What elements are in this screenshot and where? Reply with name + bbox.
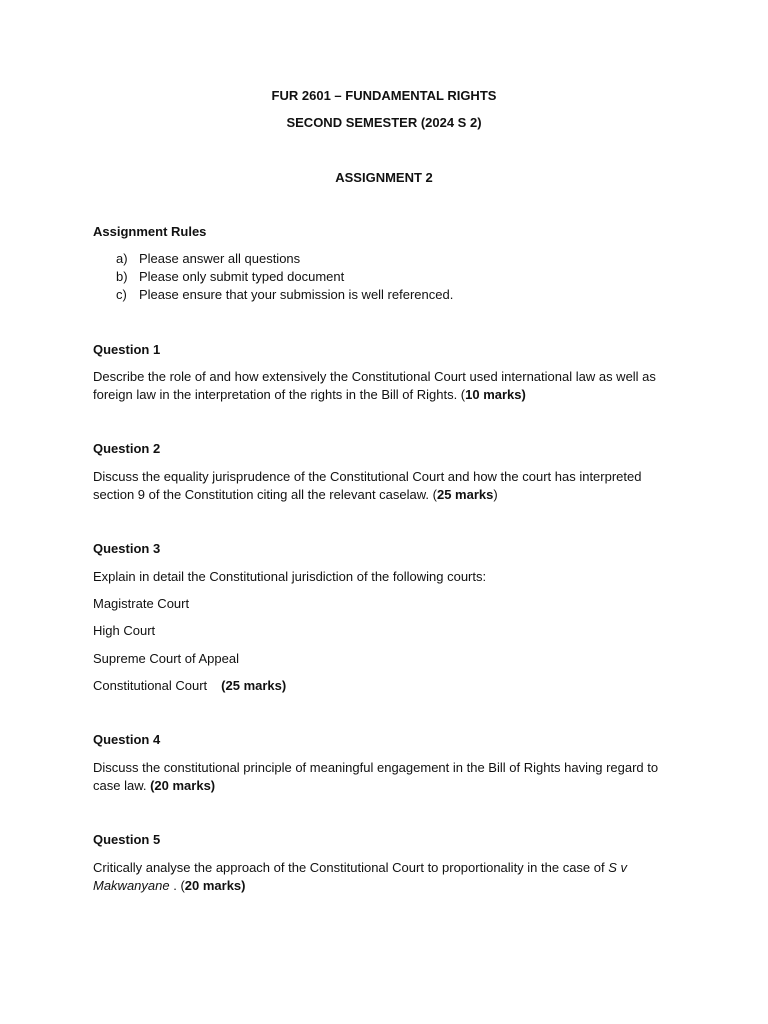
question-2-heading: Question 2 [93, 441, 161, 456]
list-item [116, 286, 676, 304]
court-item: Constitutional Court [93, 678, 208, 693]
rule-text: Please only submit typed document [139, 269, 345, 284]
question-4-heading: Question 4 [93, 732, 161, 747]
court-item: Supreme Court of Appeal [93, 651, 239, 666]
course-title: FUR 2601 – FUNDAMENTAL RIGHTS [271, 88, 497, 103]
rule-text: Please answer all questions [139, 251, 301, 266]
semester-title: SECOND SEMESTER (2024 S 2) [286, 115, 482, 130]
question-1-text [93, 368, 683, 404]
list-marker: c) [116, 287, 127, 302]
question-text: Describe the role of and how extensively the Constitutional Court used international law as well as foreign law in the interpretation of the rights in the Bill of Rights. ( [93, 369, 656, 402]
closing-paren: ) [493, 487, 498, 502]
question-5-text [93, 859, 683, 895]
assignment-title: ASSIGNMENT 2 [335, 170, 433, 185]
case-name: S v Makwanyane [93, 860, 628, 893]
court-item-last [93, 677, 683, 695]
list-item [116, 268, 676, 286]
question-2-text [93, 468, 683, 504]
question-text: Discuss the equality jurisprudence of the Constitutional Court and how the court has interpreted section 9 of the Constitution citing all the relevant caselaw. ( [93, 469, 642, 502]
question-1-heading: Question 1 [93, 342, 161, 357]
question-text: Discuss the constitutional principle of meaningful engagement in the Bill of Rights having regard to case law. [93, 760, 659, 793]
question-3-heading: Question 3 [93, 541, 161, 556]
question-4-text [93, 759, 683, 795]
question-3-intro: Explain in detail the Constitutional jurisdiction of the following courts: [93, 569, 487, 584]
separator: . ( [169, 878, 185, 893]
rules-heading: Assignment Rules [93, 224, 207, 239]
marks-label: (20 marks) [150, 778, 216, 793]
marks-label: 10 marks) [465, 387, 526, 402]
marks-label: 25 marks [436, 487, 494, 502]
marks-label: 20 marks) [184, 878, 246, 893]
list-marker: a) [116, 251, 128, 266]
question-text: Critically analyse the approach of the Constitutional Court to proportionality in the case of [93, 860, 609, 875]
court-item: Magistrate Court [93, 596, 190, 611]
marks-label: (25 marks) [221, 678, 287, 693]
list-item [116, 250, 676, 268]
court-item: High Court [93, 623, 156, 638]
rule-text: Please ensure that your submission is well referenced. [139, 287, 454, 302]
question-5-heading: Question 5 [93, 832, 161, 847]
rules-list [116, 250, 676, 304]
list-marker: b) [116, 269, 128, 284]
